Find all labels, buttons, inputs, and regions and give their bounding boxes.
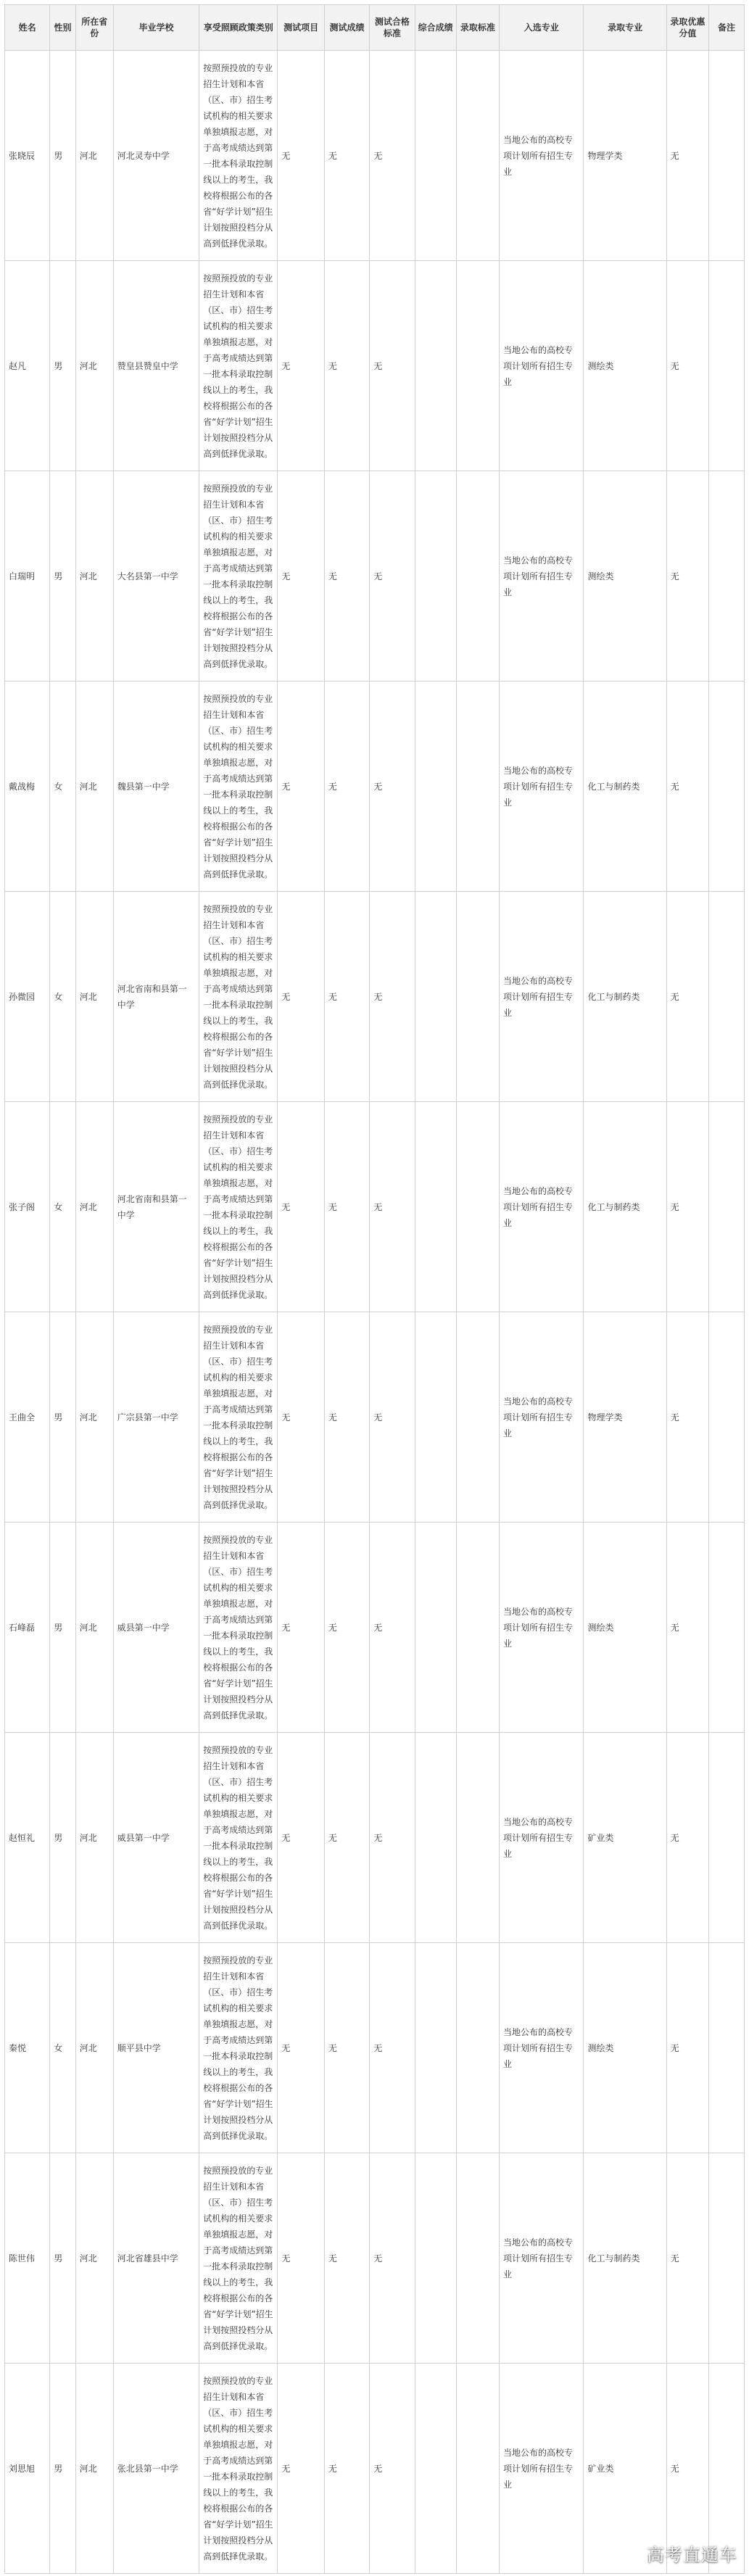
name-cell: 陈世伟	[5, 2153, 50, 2364]
name-cell: 孙微园	[5, 892, 50, 1102]
test-item-cell: 无	[278, 1102, 324, 1312]
province-cell: 河北	[75, 2153, 113, 2364]
name-cell: 张子阁	[5, 1102, 50, 1312]
admit-standard-cell	[456, 1312, 499, 1523]
col-gender: 性别	[50, 5, 75, 51]
policy-cell: 按照预投放的专业招生计划和本省（区、市）招生考试机构的相关要求单独填报志愿，对于高考成绩达到第一批本科录取控制线以上的考生，我校将根据公布的各省“好学计划”招生计划按照投档分从高到低择优录取。	[199, 261, 278, 471]
name-cell: 赵凡	[5, 261, 50, 471]
gender-cell: 男	[50, 1312, 75, 1523]
bonus-cell: 无	[666, 51, 708, 261]
test-item-cell: 无	[278, 261, 324, 471]
table-row	[5, 892, 745, 1102]
admit-major-cell: 物理学类	[584, 51, 666, 261]
composite-cell	[415, 1523, 456, 1733]
table-row	[5, 261, 745, 471]
test-score-cell: 无	[324, 682, 369, 892]
col-selected-major: 入选专业	[500, 5, 584, 51]
table-row	[5, 471, 745, 682]
test-standard-cell: 无	[370, 2364, 415, 2574]
name-cell: 张晓辰	[5, 51, 50, 261]
test-score-cell: 无	[324, 892, 369, 1102]
admit-standard-cell	[456, 892, 499, 1102]
test-item-cell: 无	[278, 1733, 324, 1943]
school-cell: 顺平县中学	[113, 1943, 199, 2153]
bonus-cell: 无	[666, 261, 708, 471]
gender-cell: 男	[50, 1733, 75, 1943]
col-test-standard: 测试合格标准	[370, 5, 415, 51]
school-cell: 张北县第一中学	[113, 2364, 199, 2574]
admit-major-cell: 化工与制药类	[584, 682, 666, 892]
test-score-cell: 无	[324, 1102, 369, 1312]
policy-cell: 按照预投放的专业招生计划和本省（区、市）招生考试机构的相关要求单独填报志愿，对于高考成绩达到第一批本科录取控制线以上的考生，我校将根据公布的各省“好学计划”招生计划按照投档分从高到低择优录取。	[199, 2153, 278, 2364]
policy-cell: 按照预投放的专业招生计划和本省（区、市）招生考试机构的相关要求单独填报志愿，对于高考成绩达到第一批本科录取控制线以上的考生，我校将根据公布的各省“好学计划”招生计划按照投档分从高到低择优录取。	[199, 1943, 278, 2153]
gender-cell: 女	[50, 682, 75, 892]
school-cell: 广宗县第一中学	[113, 1312, 199, 1523]
policy-cell: 按照预投放的专业招生计划和本省（区、市）招生考试机构的相关要求单独填报志愿，对于高考成绩达到第一批本科录取控制线以上的考生，我校将根据公布的各省“好学计划”招生计划按照投档分从高到低择优录取。	[199, 1312, 278, 1523]
composite-cell	[415, 1943, 456, 2153]
test-standard-cell: 无	[370, 682, 415, 892]
test-standard-cell: 无	[370, 892, 415, 1102]
bonus-cell: 无	[666, 682, 708, 892]
admit-standard-cell	[456, 682, 499, 892]
test-standard-cell: 无	[370, 261, 415, 471]
gender-cell: 男	[50, 1523, 75, 1733]
table-row	[5, 1312, 745, 1523]
selected-major-cell: 当地公布的高校专项计划所有招生专业	[500, 1733, 584, 1943]
test-standard-cell: 无	[370, 1733, 415, 1943]
gender-cell: 男	[50, 51, 75, 261]
test-standard-cell: 无	[370, 1943, 415, 2153]
school-cell: 魏县第一中学	[113, 682, 199, 892]
admit-major-cell: 测绘类	[584, 1523, 666, 1733]
admission-table	[4, 4, 745, 2574]
school-cell: 威县第一中学	[113, 1523, 199, 1733]
province-cell: 河北	[75, 2364, 113, 2574]
selected-major-cell: 当地公布的高校专项计划所有招生专业	[500, 51, 584, 261]
composite-cell	[415, 51, 456, 261]
test-score-cell: 无	[324, 471, 369, 682]
note-cell	[709, 471, 745, 682]
policy-cell: 按照预投放的专业招生计划和本省（区、市）招生考试机构的相关要求单独填报志愿，对于高考成绩达到第一批本科录取控制线以上的考生，我校将根据公布的各省“好学计划”招生计划按照投档分从高到低择优录取。	[199, 1733, 278, 1943]
bonus-cell: 无	[666, 892, 708, 1102]
policy-cell: 按照预投放的专业招生计划和本省（区、市）招生考试机构的相关要求单独填报志愿，对于高考成绩达到第一批本科录取控制线以上的考生，我校将根据公布的各省“好学计划”招生计划按照投档分从高到低择优录取。	[199, 51, 278, 261]
composite-cell	[415, 682, 456, 892]
policy-cell: 按照预投放的专业招生计划和本省（区、市）招生考试机构的相关要求单独填报志愿，对于高考成绩达到第一批本科录取控制线以上的考生，我校将根据公布的各省“好学计划”招生计划按照投档分从高到低择优录取。	[199, 1102, 278, 1312]
col-composite: 综合成绩	[415, 5, 456, 51]
selected-major-cell: 当地公布的高校专项计划所有招生专业	[500, 1312, 584, 1523]
selected-major-cell: 当地公布的高校专项计划所有招生专业	[500, 2153, 584, 2364]
table-row	[5, 1102, 745, 1312]
school-cell: 河北省南和县第一中学	[113, 892, 199, 1102]
test-score-cell: 无	[324, 1943, 369, 2153]
selected-major-cell: 当地公布的高校专项计划所有招生专业	[500, 892, 584, 1102]
test-score-cell: 无	[324, 261, 369, 471]
selected-major-cell: 当地公布的高校专项计划所有招生专业	[500, 1943, 584, 2153]
admit-standard-cell	[456, 471, 499, 682]
school-cell: 威县第一中学	[113, 1733, 199, 1943]
composite-cell	[415, 2364, 456, 2574]
col-bonus: 录取优惠分值	[666, 5, 708, 51]
col-name: 姓名	[5, 5, 50, 51]
col-note: 备注	[709, 5, 745, 51]
test-item-cell: 无	[278, 471, 324, 682]
policy-cell: 按照预投放的专业招生计划和本省（区、市）招生考试机构的相关要求单独填报志愿，对于高考成绩达到第一批本科录取控制线以上的考生，我校将根据公布的各省“好学计划”招生计划按照投档分从高到低择优录取。	[199, 682, 278, 892]
col-school: 毕业学校	[113, 5, 199, 51]
note-cell	[709, 1943, 745, 2153]
bonus-cell: 无	[666, 471, 708, 682]
admit-standard-cell	[456, 51, 499, 261]
composite-cell	[415, 261, 456, 471]
note-cell	[709, 892, 745, 1102]
table-row	[5, 1733, 745, 1943]
test-standard-cell: 无	[370, 1102, 415, 1312]
note-cell	[709, 261, 745, 471]
col-test-score: 测试成绩	[324, 5, 369, 51]
bonus-cell: 无	[666, 1102, 708, 1312]
composite-cell	[415, 892, 456, 1102]
admit-major-cell: 物理学类	[584, 1312, 666, 1523]
bonus-cell: 无	[666, 1523, 708, 1733]
note-cell	[709, 51, 745, 261]
composite-cell	[415, 2153, 456, 2364]
school-cell: 河北灵寿中学	[113, 51, 199, 261]
admit-major-cell: 测绘类	[584, 471, 666, 682]
note-cell	[709, 1102, 745, 1312]
composite-cell	[415, 1312, 456, 1523]
table-row	[5, 51, 745, 261]
test-score-cell: 无	[324, 1733, 369, 1943]
gender-cell: 女	[50, 892, 75, 1102]
name-cell: 白瑞明	[5, 471, 50, 682]
admit-major-cell: 矿业类	[584, 1733, 666, 1943]
gender-cell: 男	[50, 2364, 75, 2574]
test-score-cell: 无	[324, 51, 369, 261]
test-standard-cell: 无	[370, 51, 415, 261]
composite-cell	[415, 1733, 456, 1943]
header-row	[5, 5, 745, 51]
admit-standard-cell	[456, 261, 499, 471]
admit-major-cell: 测绘类	[584, 1943, 666, 2153]
admit-standard-cell	[456, 1943, 499, 2153]
test-item-cell: 无	[278, 1312, 324, 1523]
bonus-cell: 无	[666, 1312, 708, 1523]
admit-standard-cell	[456, 1102, 499, 1312]
col-policy: 享受照顾政策类别	[199, 5, 278, 51]
school-cell: 河北省南和县第一中学	[113, 1102, 199, 1312]
bonus-cell: 无	[666, 2364, 708, 2574]
name-cell: 戴战梅	[5, 682, 50, 892]
test-standard-cell: 无	[370, 471, 415, 682]
province-cell: 河北	[75, 1523, 113, 1733]
name-cell: 刘思旭	[5, 2364, 50, 2574]
composite-cell	[415, 471, 456, 682]
admit-major-cell: 化工与制药类	[584, 1102, 666, 1312]
table-row	[5, 1523, 745, 1733]
gender-cell: 男	[50, 261, 75, 471]
table-row	[5, 2153, 745, 2364]
table-row	[5, 2364, 745, 2574]
composite-cell	[415, 1102, 456, 1312]
test-item-cell: 无	[278, 2364, 324, 2574]
name-cell: 秦悦	[5, 1943, 50, 2153]
test-item-cell: 无	[278, 892, 324, 1102]
selected-major-cell: 当地公布的高校专项计划所有招生专业	[500, 1102, 584, 1312]
admit-standard-cell	[456, 2153, 499, 2364]
province-cell: 河北	[75, 682, 113, 892]
col-province: 所在省份	[75, 5, 113, 51]
admit-standard-cell	[456, 1523, 499, 1733]
province-cell: 河北	[75, 1733, 113, 1943]
province-cell: 河北	[75, 261, 113, 471]
test-score-cell: 无	[324, 2153, 369, 2364]
policy-cell: 按照预投放的专业招生计划和本省（区、市）招生考试机构的相关要求单独填报志愿，对于高考成绩达到第一批本科录取控制线以上的考生，我校将根据公布的各省“好学计划”招生计划按照投档分从高到低择优录取。	[199, 2364, 278, 2574]
admit-standard-cell	[456, 1733, 499, 1943]
policy-cell: 按照预投放的专业招生计划和本省（区、市）招生考试机构的相关要求单独填报志愿，对于高考成绩达到第一批本科录取控制线以上的考生，我校将根据公布的各省“好学计划”招生计划按照投档分从高到低择优录取。	[199, 892, 278, 1102]
province-cell: 河北	[75, 51, 113, 261]
bonus-cell: 无	[666, 1943, 708, 2153]
province-cell: 河北	[75, 471, 113, 682]
province-cell: 河北	[75, 1943, 113, 2153]
gender-cell: 女	[50, 1102, 75, 1312]
col-admit-standard: 录取标准	[456, 5, 499, 51]
test-score-cell: 无	[324, 2364, 369, 2574]
test-item-cell: 无	[278, 682, 324, 892]
province-cell: 河北	[75, 892, 113, 1102]
policy-cell: 按照预投放的专业招生计划和本省（区、市）招生考试机构的相关要求单独填报志愿，对于高考成绩达到第一批本科录取控制线以上的考生，我校将根据公布的各省“好学计划”招生计划按照投档分从高到低择优录取。	[199, 471, 278, 682]
selected-major-cell: 当地公布的高校专项计划所有招生专业	[500, 261, 584, 471]
admit-major-cell: 矿业类	[584, 2364, 666, 2574]
test-standard-cell: 无	[370, 2153, 415, 2364]
admit-major-cell: 测绘类	[584, 261, 666, 471]
bonus-cell: 无	[666, 1733, 708, 1943]
test-item-cell: 无	[278, 51, 324, 261]
school-cell: 大名县第一中学	[113, 471, 199, 682]
name-cell: 赵恒礼	[5, 1733, 50, 1943]
province-cell: 河北	[75, 1312, 113, 1523]
gender-cell: 男	[50, 471, 75, 682]
col-admit-major: 录取专业	[584, 5, 666, 51]
note-cell	[709, 682, 745, 892]
test-item-cell: 无	[278, 2153, 324, 2364]
table-row	[5, 1943, 745, 2153]
name-cell: 石峰磊	[5, 1523, 50, 1733]
selected-major-cell: 当地公布的高校专项计划所有招生专业	[500, 682, 584, 892]
selected-major-cell: 当地公布的高校专项计划所有招生专业	[500, 1523, 584, 1733]
test-standard-cell: 无	[370, 1312, 415, 1523]
school-cell: 赞皇县赞皇中学	[113, 261, 199, 471]
admit-major-cell: 化工与制药类	[584, 892, 666, 1102]
school-cell: 河北省雄县中学	[113, 2153, 199, 2364]
note-cell	[709, 1312, 745, 1523]
test-standard-cell: 无	[370, 1523, 415, 1733]
bonus-cell: 无	[666, 2153, 708, 2364]
gender-cell: 女	[50, 1943, 75, 2153]
test-item-cell: 无	[278, 1523, 324, 1733]
table-body	[5, 51, 745, 2574]
test-score-cell: 无	[324, 1312, 369, 1523]
province-cell: 河北	[75, 1102, 113, 1312]
selected-major-cell: 当地公布的高校专项计划所有招生专业	[500, 2364, 584, 2574]
selected-major-cell: 当地公布的高校专项计划所有招生专业	[500, 471, 584, 682]
note-cell	[709, 2153, 745, 2364]
note-cell	[709, 1733, 745, 1943]
watermark-text: 高考直通车	[647, 2545, 737, 2565]
note-cell	[709, 1523, 745, 1733]
col-test-item: 测试项目	[278, 5, 324, 51]
test-score-cell: 无	[324, 1523, 369, 1733]
admit-major-cell: 化工与制药类	[584, 2153, 666, 2364]
table-row	[5, 682, 745, 892]
policy-cell: 按照预投放的专业招生计划和本省（区、市）招生考试机构的相关要求单独填报志愿，对于高考成绩达到第一批本科录取控制线以上的考生，我校将根据公布的各省“好学计划”招生计划按照投档分从高到低择优录取。	[199, 1523, 278, 1733]
test-item-cell: 无	[278, 1943, 324, 2153]
admit-standard-cell	[456, 2364, 499, 2574]
gender-cell: 男	[50, 2153, 75, 2364]
name-cell: 王曲全	[5, 1312, 50, 1523]
